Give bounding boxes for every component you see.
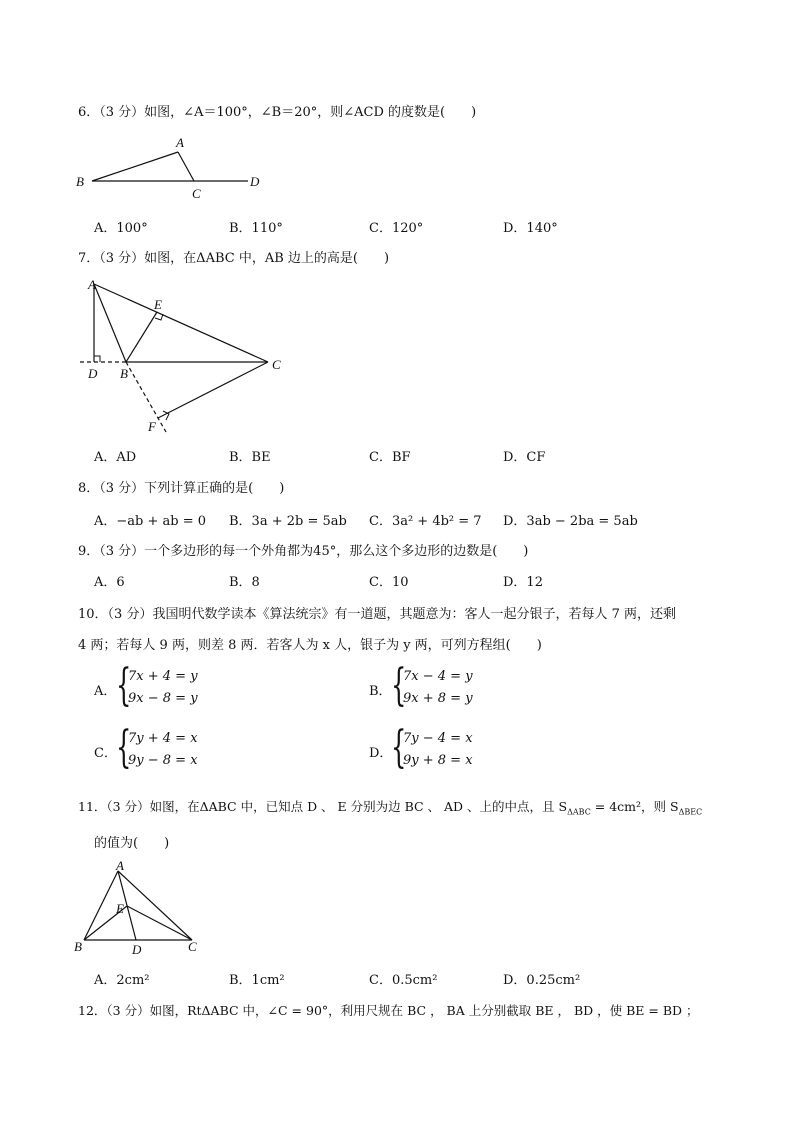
q10-option-a-label: A． <box>94 684 117 699</box>
q10-option-c-label: C． <box>94 746 117 761</box>
q10-option-a-brace: { <box>116 660 132 711</box>
q7-label-a: A <box>88 277 96 292</box>
q10-option-d-eq1: 7y − 4 = x <box>403 731 473 746</box>
q11-stem-start: 11．（3 分）如图，在ΔABC 中，已知点 D 、 E 分别为边 BC 、 AD 、上的中点，且 S <box>78 799 568 814</box>
q6-option-a: A．100° <box>94 221 148 236</box>
q10-option-d-eq2: 9y + 8 = x <box>403 753 473 768</box>
q7-option-b: B．BE <box>229 450 271 465</box>
q10-option-c-system <box>128 728 198 772</box>
q11-option-a: A．2cm² <box>94 973 150 988</box>
q10-option-a-system <box>128 666 198 710</box>
q6-option-c: C．120° <box>369 221 424 236</box>
q11-label-c: C <box>188 939 197 954</box>
q10-option-d-brace: { <box>391 722 407 773</box>
q11-figure <box>70 856 210 956</box>
q6-label-b: B <box>76 174 84 189</box>
q10-option-a-eq2: 9x − 8 = y <box>128 691 198 706</box>
q11-label-e: E <box>116 901 124 916</box>
q7-label-f: F <box>148 419 156 434</box>
q10-option-c-eq1: 7y + 4 = x <box>128 731 198 746</box>
q6-option-d: D．140° <box>503 221 558 236</box>
q10-option-b-system <box>403 666 473 710</box>
q7-option-a: A．AD <box>94 450 137 465</box>
q8-stem: 8．（3 分）下列计算正确的是( ) <box>78 481 285 496</box>
q6-label-a: A <box>176 135 184 150</box>
q11-option-b: B．1cm² <box>229 973 285 988</box>
q10-stem-line2: 4 两；若每人 9 两，则差 8 两．若客人为 x 人，银子为 y 两，可列方程组( ) <box>78 638 542 653</box>
q9-stem: 9．（3 分）一个多边形的每一个外角都为45°，那么这个多边形的边数是( ) <box>78 544 529 559</box>
q7-figure <box>70 272 300 437</box>
q9-option-c: C．10 <box>369 575 409 590</box>
q11-sub-bec: ΔBEC <box>678 807 703 817</box>
q7-label-c: C <box>272 357 281 372</box>
q12-stem: 12．（3 分）如图，RtΔABC 中，∠C = 90°，利用尺规在 BC ， BA 上分别截取 BE ， BD ，使 BE = BD ； <box>78 1003 699 1018</box>
q7-option-c: C．BF <box>369 450 411 465</box>
q7-label-b: B <box>120 366 128 381</box>
q10-option-b-eq1: 7x − 4 = y <box>403 669 473 684</box>
q10-stem-line1: 10．（3 分）我国明代数学读本《算法统宗》有一道题，其题意为：客人一起分银子，若每人 7 两，还剩 <box>78 607 676 622</box>
q9-option-d: D．12 <box>503 575 543 590</box>
q11-option-d: D．0.25cm² <box>503 973 581 988</box>
q11-stem-line2: 的值为( ) <box>94 836 170 851</box>
q6-label-d: D <box>250 174 260 189</box>
q11-sub-abc: ΔABC <box>567 807 591 817</box>
q10-option-d-system <box>403 728 473 772</box>
q10-option-a-eq1: 7x + 4 = y <box>128 669 198 684</box>
q11-label-d: D <box>132 942 142 956</box>
q6-stem: 6．（3 分）如图，∠A＝100°，∠B＝20°，则∠ACD 的度数是( ) <box>78 105 477 120</box>
q6-option-b: B．110° <box>229 221 283 236</box>
q7-label-d: D <box>88 366 98 381</box>
q10-option-b-label: B． <box>369 684 392 699</box>
q11-label-b: B <box>74 939 82 954</box>
q11-stem-mid: = 4cm²，则 S <box>590 799 679 814</box>
q8-option-d: D．3ab − 2ba = 5ab <box>503 514 638 529</box>
q10-option-d-label: D． <box>369 746 393 761</box>
q10-option-b-brace: { <box>391 660 407 711</box>
q9-option-b: B．8 <box>229 575 260 590</box>
q7-label-e: E <box>154 297 162 312</box>
q9-option-a: A．6 <box>94 575 125 590</box>
q10-option-b-eq2: 9x + 8 = y <box>403 691 473 706</box>
q8-option-a: A．−ab + ab = 0 <box>94 514 207 529</box>
q11-label-a: A <box>116 858 124 873</box>
q7-option-d: D．CF <box>503 450 546 465</box>
q6-figure <box>70 130 270 205</box>
q11-stem-line1 <box>78 797 702 817</box>
q10-option-c-brace: { <box>116 722 132 773</box>
q7-stem: 7．（3 分）如图，在ΔABC 中，AB 边上的高是( ) <box>78 251 390 266</box>
q11-option-c: C．0.5cm² <box>369 973 438 988</box>
q8-option-b: B．3a + 2b = 5ab <box>229 514 347 529</box>
q6-label-c: C <box>192 186 201 201</box>
q8-option-c: C．3a² + 4b² = 7 <box>369 514 482 529</box>
q10-option-c-eq2: 9y − 8 = x <box>128 753 198 768</box>
